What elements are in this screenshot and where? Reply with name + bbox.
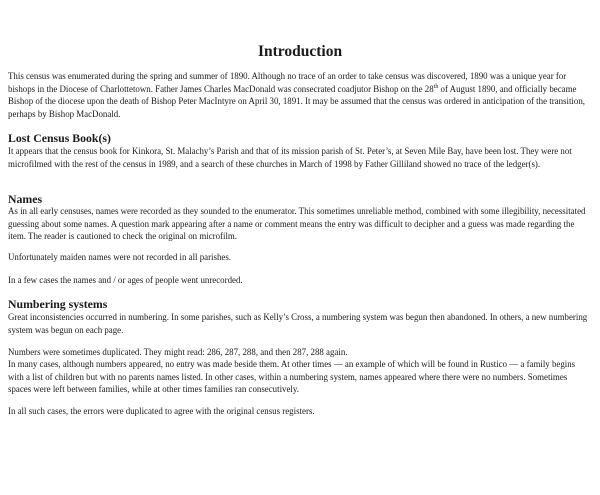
section-heading-names: Names — [8, 192, 43, 206]
section-heading-lost-census: Lost Census Book(s) — [8, 131, 111, 145]
intro-text-part2: of August 1890, and officially became Bishop of the diocese upon the death of Bishop Peter MacIntyre on April 30, 1891. It may be assumed that the census was ordered in anticipation of the transition, perhaps by Bishop MacDonald. — [8, 83, 585, 120]
intro-paragraph — [8, 70, 592, 121]
numbering-paragraph-4: In all such cases, the errors were duplicated to agree with the original census registers. — [8, 406, 315, 416]
lost-census-paragraph: It appears that the census book for Kinkora, St. Malachy’s Parish and that of its mission parish of St. Peter’s, at Seven Mile Bay, have been lost. They were not microfilmed with the rest of the census in 1989, and a search of these churches in March of 1998 by Father Gilliland showed no trace of the ledger(s). — [8, 146, 572, 169]
numbering-paragraph-2: Numbers were sometimes duplicated. They might read: 286, 287, 288, and then 287, 288 again. — [8, 347, 348, 357]
names-paragraph-1: As in all early censuses, names were recorded as they sounded to the enumerator. This sometimes unreliable method, combined with some illegibility, necessitated guessing about some names. A question mark appearing after a name or comment means the entry was difficult to decipher and a guess was made regarding the item. The reader is cautioned to check the original on microfilm. — [8, 206, 586, 242]
page-title: Introduction — [257, 43, 343, 60]
intro-superscript: th — [433, 83, 439, 90]
names-paragraph-2: Unfortunately maiden names were not recorded in all parishes. — [8, 252, 232, 262]
intro-text-part1: This census was enumerated during the spring and summer of 1890. Although no trace of an order to take census was discovered, 1890 was a unique year for bishops in the Diocese of Charlottetown. Father James Charles MacDonald was consecrated coadjutor Bishop on the 28 — [8, 71, 567, 94]
numbering-paragraph-3: In many cases, although numbers appeared, no entry was made beside them. At other times — an example of which will be found in Rustico — a family begins with a list of children but with no parents names listed. In other cases, within a numbering system, names appeared where there were no numbers. Sometimes spaces were left between families, while at other times families ran consecutively. — [8, 359, 576, 395]
numbering-paragraph-1: Great inconsistencies occurred in numbering. In some parishes, such as Kelly’s Cross, a numbering system was begun then abandoned. In others, a new numbering system was begun on each page. — [8, 312, 588, 335]
section-heading-numbering: Numbering systems — [8, 297, 108, 311]
names-paragraph-3: In a few cases the names and / or ages of people went unrecorded. — [8, 275, 243, 285]
